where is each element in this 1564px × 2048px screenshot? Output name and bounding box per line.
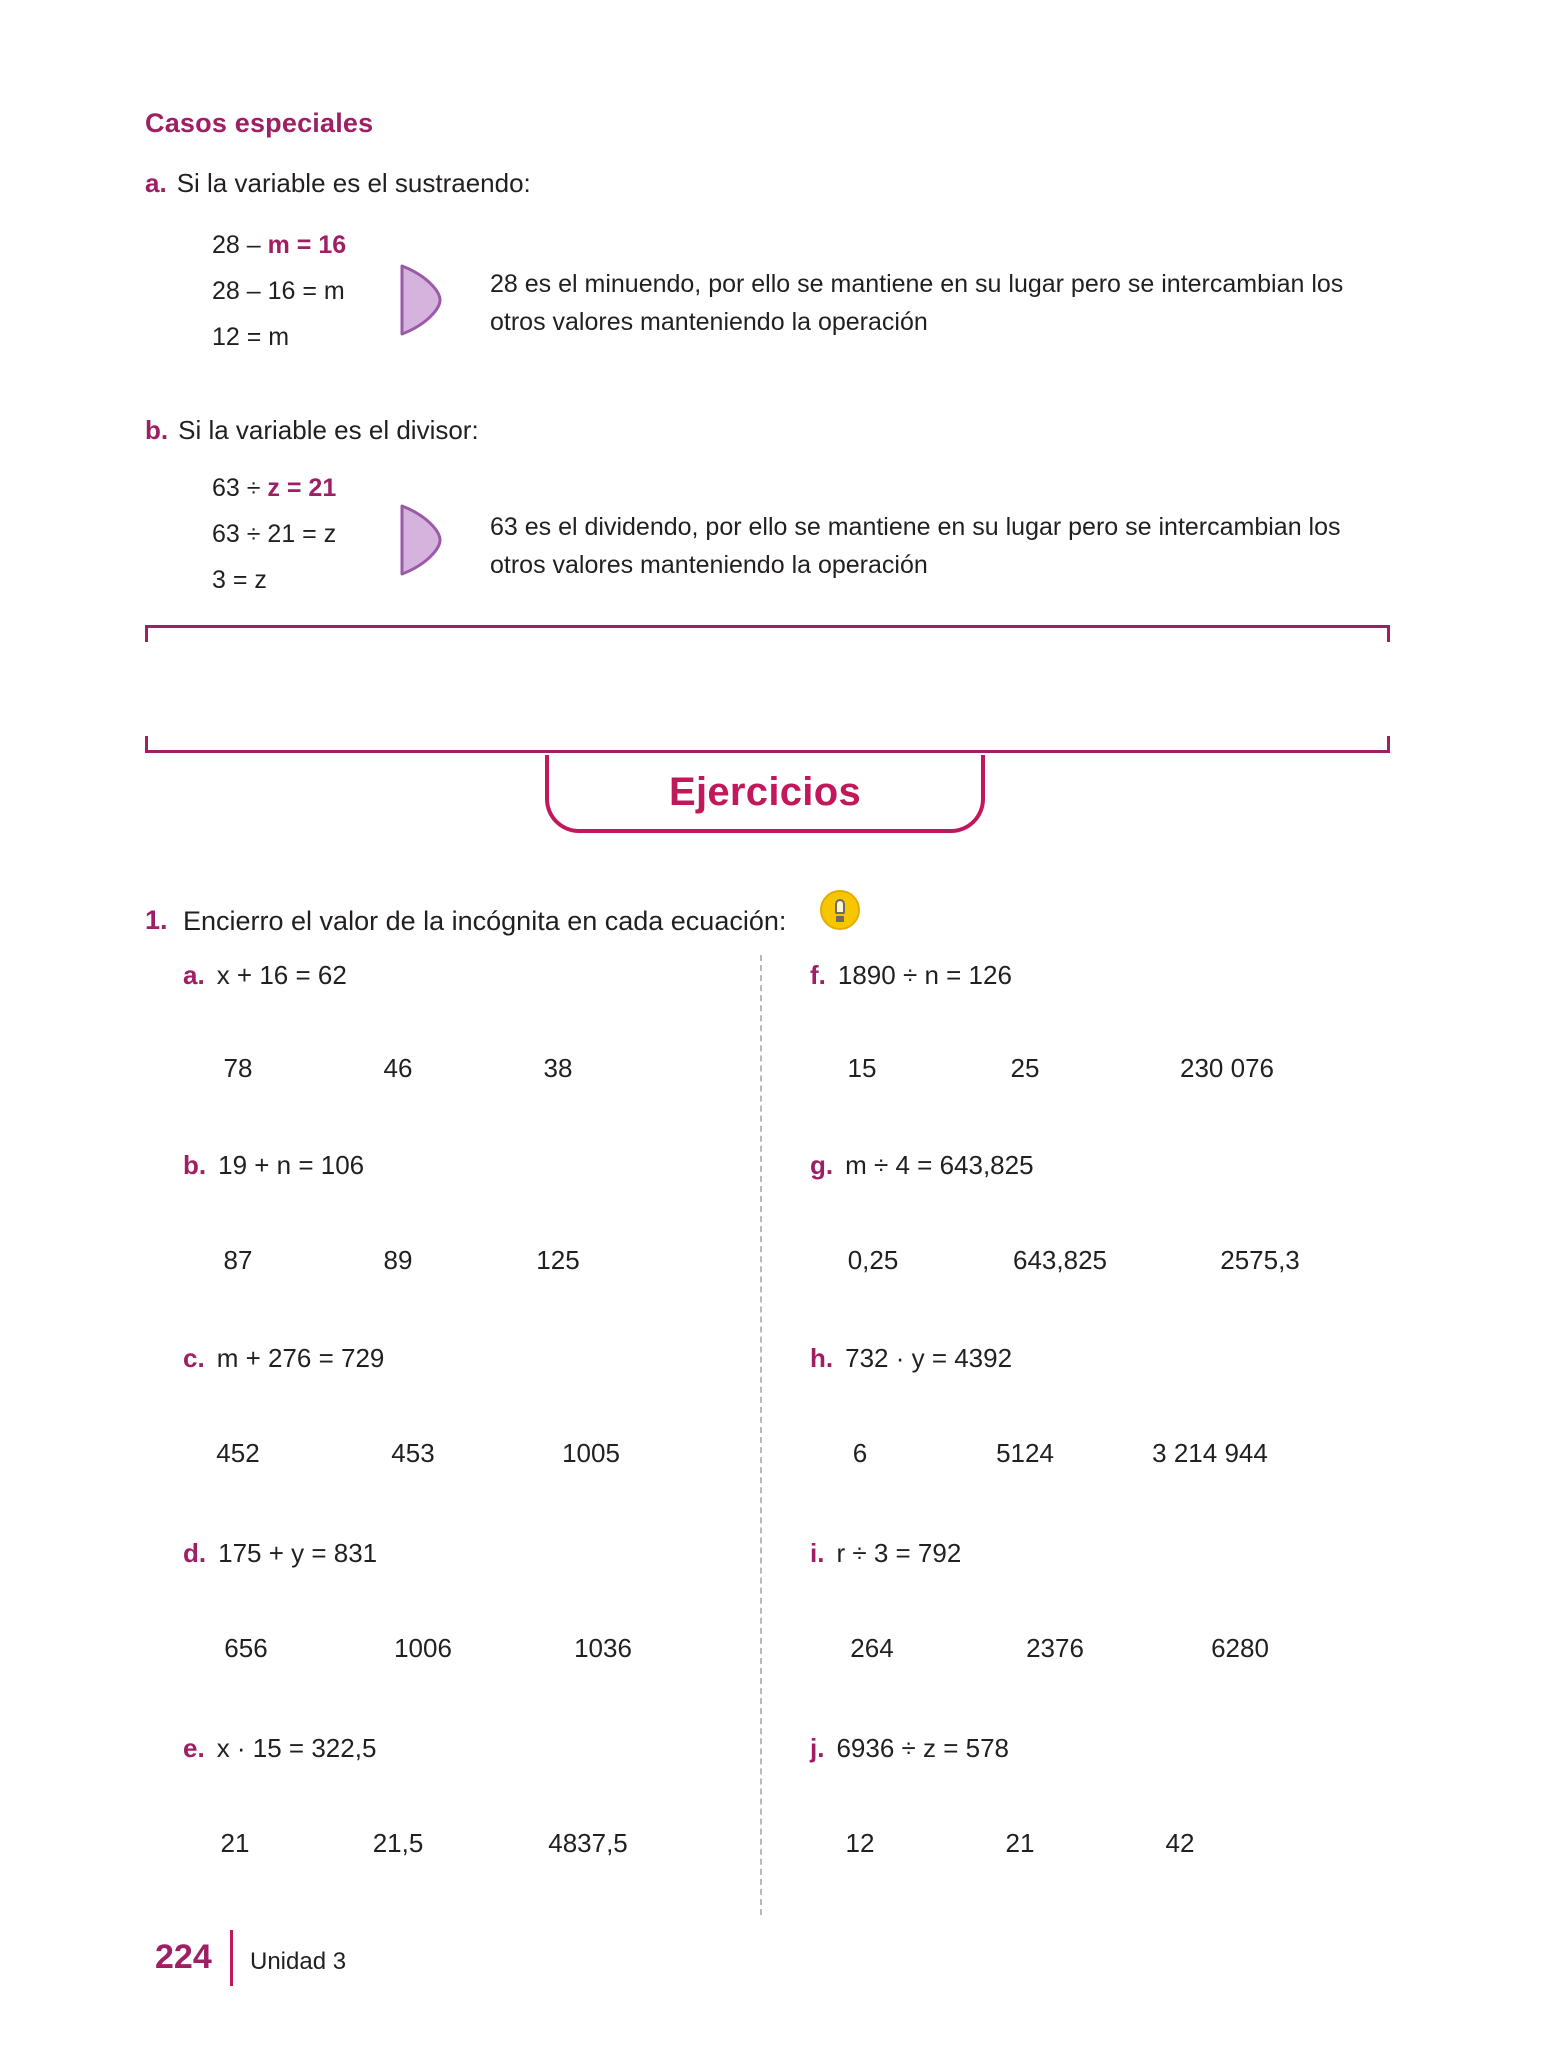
item-i-option-3[interactable]: 6280	[1211, 1633, 1269, 1663]
item-c-label: c.	[183, 1343, 205, 1373]
exercise-stem: Encierro el valor de la incógnita en cada ecuación:	[183, 906, 787, 936]
item-g-option-1[interactable]: 0,25	[847, 1245, 899, 1275]
page-number: 224	[155, 1938, 212, 1976]
item-a-option-1[interactable]: 78	[223, 1053, 253, 1083]
column-divider	[760, 955, 762, 1915]
item-g	[810, 1150, 1034, 1181]
item-a	[183, 960, 347, 991]
item-e-option-1[interactable]: 21	[220, 1828, 250, 1858]
item-a-equation: x + 16 = 62	[216, 960, 347, 990]
case-a-line-1-pre: 28 –	[212, 231, 268, 259]
case-b-heading	[145, 415, 479, 446]
case-b-equations	[212, 465, 336, 603]
case-a-line-1-hl: m = 16	[267, 231, 347, 259]
item-b-option-3[interactable]: 125	[536, 1245, 580, 1275]
item-i-option-1[interactable]: 264	[850, 1633, 894, 1663]
item-a-option-2[interactable]: 46	[383, 1053, 413, 1083]
item-b-option-1[interactable]: 87	[223, 1245, 253, 1275]
item-j-option-2[interactable]: 21	[1005, 1828, 1035, 1858]
case-b-text: Si la variable es el divisor:	[178, 415, 479, 445]
exercise-number: 1.	[145, 905, 168, 935]
case-a-note: 28 es el minuendo, por ello se mantiene en su lugar pero se intercambian los otros valores manteniendo la operación	[490, 270, 1344, 336]
item-b-label: b.	[183, 1150, 207, 1180]
ejercicios-banner	[545, 755, 985, 833]
item-h-option-3[interactable]: 3 214 944	[1152, 1438, 1268, 1468]
arrow-right-icon	[398, 502, 444, 578]
case-a-heading	[145, 168, 531, 199]
item-i-option-2[interactable]: 2376	[1026, 1633, 1084, 1663]
item-a-option-3[interactable]: 38	[543, 1053, 573, 1083]
case-b-line-1	[212, 465, 336, 511]
item-f-option-3[interactable]: 230 076	[1180, 1053, 1274, 1083]
case-b-line-1-pre: 63 ÷	[212, 474, 268, 502]
item-a-label: a.	[183, 960, 205, 990]
item-h-equation: 732 · y = 4392	[845, 1343, 1013, 1373]
case-b-line-3: 3 = z	[212, 566, 267, 594]
item-d-label: d.	[183, 1538, 207, 1568]
item-f	[810, 960, 1012, 991]
item-e	[183, 1733, 376, 1764]
case-b-note: 63 es el dividendo, por ello se mantiene en su lugar pero se intercambian los otros valores manteniendo la operación	[490, 513, 1341, 579]
item-j-option-3[interactable]: 42	[1165, 1828, 1195, 1858]
page-title: Casos especiales	[145, 108, 374, 138]
case-b-letter: b.	[145, 415, 169, 445]
item-d-option-2[interactable]: 1006	[394, 1633, 452, 1663]
item-c	[183, 1343, 384, 1374]
item-f-option-1[interactable]: 15	[847, 1053, 877, 1083]
item-g-option-3[interactable]: 2575,3	[1220, 1245, 1300, 1275]
case-b-line-1-hl: z = 21	[267, 474, 337, 502]
item-h-label: h.	[810, 1343, 834, 1373]
case-a-text: Si la variable es el sustraendo:	[176, 168, 531, 198]
case-a-equations	[212, 222, 346, 360]
item-c-option-2[interactable]: 453	[391, 1438, 435, 1468]
item-i	[810, 1538, 961, 1569]
item-h-option-1[interactable]: 6	[852, 1438, 868, 1468]
item-g-option-2[interactable]: 643,825	[1013, 1245, 1107, 1275]
case-a-line-3: 12 = m	[212, 323, 290, 351]
item-e-option-3[interactable]: 4837,5	[548, 1828, 628, 1858]
arrow-right-icon	[398, 262, 444, 338]
item-c-option-3[interactable]: 1005	[562, 1438, 620, 1468]
item-i-label: i.	[810, 1538, 825, 1568]
item-i-equation: r ÷ 3 = 792	[836, 1538, 962, 1568]
item-c-equation: m + 276 = 729	[216, 1343, 385, 1373]
item-e-equation: x · 15 = 322,5	[216, 1733, 377, 1763]
item-j-label: j.	[810, 1733, 825, 1763]
item-g-equation: m ÷ 4 = 643,825	[845, 1150, 1034, 1180]
item-f-label: f.	[810, 960, 826, 990]
case-a-line-2: 28 – 16 = m	[212, 277, 345, 305]
item-e-option-2[interactable]: 21,5	[372, 1828, 424, 1858]
unit-label: Unidad 3	[250, 1948, 347, 1975]
item-h-option-2[interactable]: 5124	[996, 1438, 1054, 1468]
item-f-equation: 1890 ÷ n = 126	[837, 960, 1012, 990]
item-f-option-2[interactable]: 25	[1010, 1053, 1040, 1083]
item-j-option-1[interactable]: 12	[845, 1828, 875, 1858]
item-h	[810, 1343, 1012, 1374]
item-c-option-1[interactable]: 452	[216, 1438, 260, 1468]
item-e-label: e.	[183, 1733, 205, 1763]
item-d-equation: 175 + y = 831	[218, 1538, 378, 1568]
case-a-letter: a.	[145, 168, 167, 198]
item-b-equation: 19 + n = 106	[218, 1150, 365, 1180]
case-b-line-2: 63 ÷ 21 = z	[212, 520, 337, 548]
case-a-line-1	[212, 222, 346, 268]
item-j	[810, 1733, 1009, 1764]
section-divider-top	[145, 625, 1390, 628]
item-d-option-3[interactable]: 1036	[574, 1633, 632, 1663]
lightbulb-icon	[820, 890, 860, 930]
item-d	[183, 1538, 377, 1569]
ejercicios-banner-label: Ejercicios	[668, 770, 861, 814]
item-b	[183, 1150, 364, 1181]
item-g-label: g.	[810, 1150, 834, 1180]
item-b-option-2[interactable]: 89	[383, 1245, 413, 1275]
item-j-equation: 6936 ÷ z = 578	[836, 1733, 1010, 1763]
item-d-option-1[interactable]: 656	[224, 1633, 268, 1663]
section-divider-bottom	[145, 750, 1390, 753]
